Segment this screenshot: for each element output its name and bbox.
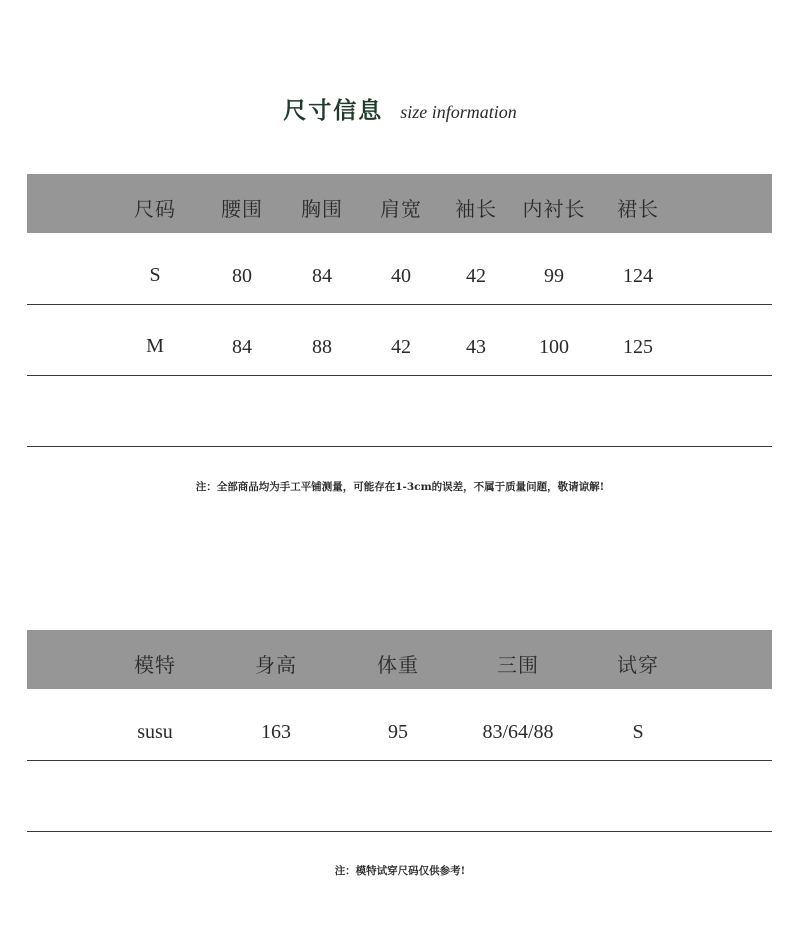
size-header-skirt-length: 裙长 <box>617 197 659 221</box>
model-header-tried-size: 试穿 <box>617 653 659 677</box>
size-header-bust: 胸围 <box>301 197 343 221</box>
sleeve-cell: 43 <box>466 336 486 358</box>
size-cell: S <box>149 264 161 286</box>
lining-length-cell: 99 <box>544 265 564 287</box>
model-measurements-cell: 83/64/88 <box>482 721 554 743</box>
model-header-measurements: 三围 <box>497 653 539 677</box>
shoulder-cell: 42 <box>391 336 411 358</box>
model-tried-size-cell: S <box>632 721 644 743</box>
skirt-length-cell: 124 <box>623 265 653 287</box>
model-header-model: 模特 <box>134 653 176 677</box>
size-header-waist: 腰围 <box>221 197 263 221</box>
waist-cell: 80 <box>232 265 252 287</box>
model-header-height: 身高 <box>255 653 297 677</box>
waist-cell: 84 <box>232 336 252 358</box>
title-chinese: 尺寸信息 <box>283 97 384 124</box>
bust-cell: 84 <box>312 265 332 287</box>
size-header-sleeve: 袖长 <box>455 197 497 221</box>
model-weight-cell: 95 <box>388 721 408 743</box>
row-divider <box>27 446 772 447</box>
size-header-size: 尺码 <box>134 197 176 221</box>
skirt-length-cell: 125 <box>623 336 653 358</box>
size-header-shoulder: 肩宽 <box>380 197 422 221</box>
bust-cell: 88 <box>312 336 332 358</box>
row-divider <box>27 831 772 832</box>
row-divider <box>27 375 772 376</box>
model-header-weight: 体重 <box>377 653 419 677</box>
size-cell: M <box>146 335 164 357</box>
measurement-note: 注：全部商品均为手工平铺测量，可能存在1-3cm的误差，不属于质量问题，敬请谅解! <box>195 481 605 493</box>
sleeve-cell: 42 <box>466 265 486 287</box>
model-height-cell: 163 <box>261 721 291 743</box>
model-name-cell: susu <box>137 721 173 743</box>
title-english: size information <box>400 102 517 122</box>
model-note: 注：模特试穿尺码仅供参考! <box>334 865 466 877</box>
lining-length-cell: 100 <box>539 336 569 358</box>
row-divider <box>27 304 772 305</box>
page-title <box>0 92 800 125</box>
shoulder-cell: 40 <box>391 265 411 287</box>
size-header-lining-length: 内衬长 <box>522 197 586 221</box>
row-divider <box>27 760 772 761</box>
